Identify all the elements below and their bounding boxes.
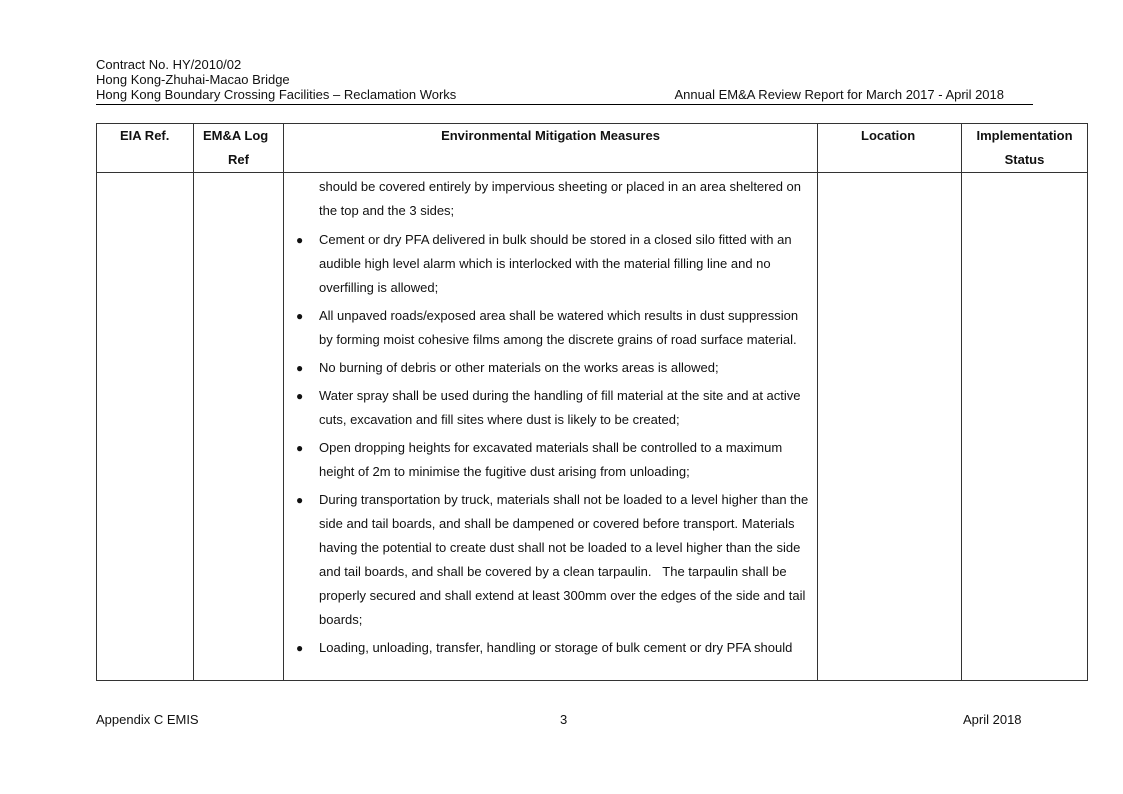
cell-measures: [284, 173, 818, 681]
emis-table: [96, 123, 1088, 681]
page-header: [96, 57, 1033, 102]
bullet-icon: ●: [296, 441, 304, 455]
list-item: ● During transportation by truck, materials shall not be loaded to a level higher than the side and tail boards, and shall be dampened or covered before transport. Materials having the potential to create dust shall not be loaded to a level higher than the side and tail boards, and shall be covered by a clean tarpaulin. The tarpaulin shall be properly secured and shall extend at least 300mm over the edges of the side and tail boards;: [293, 488, 809, 632]
table-row: [97, 173, 1088, 681]
footer-date: April 2018: [963, 712, 1022, 727]
cell-eia-ref: [97, 173, 194, 681]
list-item: ● All unpaved roads/exposed area shall be watered which results in dust suppression by forming moist cohesive films among the discrete grains of road surface material.: [293, 304, 809, 352]
footer-appendix: Appendix C EMIS: [96, 712, 199, 727]
bullet-icon: ●: [296, 361, 304, 375]
bullet-icon: ●: [296, 493, 304, 507]
cell-status: [962, 173, 1088, 681]
col-header-status: Implementation Status: [962, 124, 1088, 173]
table-header-row: [97, 124, 1088, 173]
cell-location: [818, 173, 962, 681]
bullet-icon: ●: [296, 389, 304, 403]
list-item: ● No burning of debris or other materials on the works areas is allowed;: [293, 356, 809, 380]
list-item: ● Water spray shall be used during the handling of fill material at the site and at active cuts, excavation and fill sites where dust is likely to be created;: [293, 384, 809, 432]
header-rule: [96, 104, 1033, 105]
contract-number: Contract No. HY/2010/02: [96, 57, 242, 72]
list-item: ● Open dropping heights for excavated materials shall be controlled to a maximum height of 2m to minimise the fugitive dust arising from unloading;: [293, 436, 809, 484]
project-name: Hong Kong-Zhuhai-Macao Bridge: [96, 72, 290, 87]
col-header-location: Location: [818, 124, 962, 173]
page-number: 3: [560, 712, 568, 727]
col-header-log-ref: EM&A Log Ref: [194, 124, 284, 173]
list-item: ● Cement or dry PFA delivered in bulk should be stored in a closed silo fitted with an audible high level alarm which is interlocked with the material filling line and no overfilling is allowed;: [293, 228, 809, 300]
cell-log-ref: [194, 173, 284, 681]
continuation-text: should be covered entirely by impervious sheeting or placed in an area sheltered on the top and the 3 sides;: [319, 179, 802, 218]
col-header-measures: Environmental Mitigation Measures: [284, 124, 818, 173]
bullet-icon: ●: [296, 309, 304, 323]
col-header-eia-ref: EIA Ref.: [97, 124, 194, 173]
report-title: Annual EM&A Review Report for March 2017 - April 2018: [674, 87, 1004, 102]
list-item: ● Loading, unloading, transfer, handling or storage of bulk cement or dry PFA should: [293, 636, 809, 660]
bullet-icon: ●: [296, 233, 304, 247]
works-name: Hong Kong Boundary Crossing Facilities – Reclamation Works: [96, 87, 457, 102]
bullet-icon: ●: [296, 641, 304, 655]
measures-list: [293, 228, 809, 660]
